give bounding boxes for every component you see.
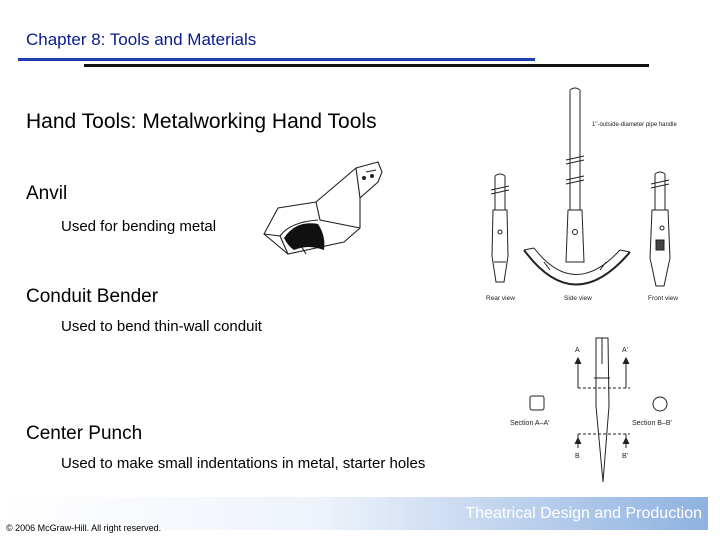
conduit-bender-illustration xyxy=(484,86,690,308)
desc-center-punch: Used to make small indentations in metal, starter holes xyxy=(61,455,426,472)
section-a-label: Section A–A' xyxy=(510,420,550,427)
label-b-prime: B' xyxy=(622,453,629,460)
anvil-illustration xyxy=(260,158,390,262)
label-a: A xyxy=(575,347,580,354)
chapter-title: Chapter 8: Tools and Materials xyxy=(26,30,257,49)
center-punch-illustration xyxy=(504,334,674,486)
side-view-label: Side view xyxy=(564,295,592,302)
label-a-prime: A' xyxy=(622,347,629,354)
term-center-punch: Center Punch xyxy=(26,423,143,444)
course-title: Theatrical Design and Production xyxy=(465,505,702,522)
front-view-label: Front view xyxy=(648,295,678,302)
header-rule-black xyxy=(84,64,649,67)
pipe-handle-label: 1"-outside-diameter pipe handle xyxy=(592,122,677,128)
header-rule-blue xyxy=(18,58,535,61)
desc-anvil: Used for bending metal xyxy=(61,218,217,235)
term-conduit-bender: Conduit Bender xyxy=(26,286,159,307)
rear-view-label: Rear view xyxy=(486,295,515,302)
section-b-label: Section B–B' xyxy=(632,420,672,427)
desc-conduit-bender: Used to bend thin-wall conduit xyxy=(61,318,262,335)
slide-title: Hand Tools: Metalworking Hand Tools xyxy=(26,110,377,133)
term-anvil: Anvil xyxy=(26,183,68,204)
label-b: B xyxy=(575,453,580,460)
copyright-notice: © 2006 McGraw-Hill. All right reserved. xyxy=(6,523,162,533)
